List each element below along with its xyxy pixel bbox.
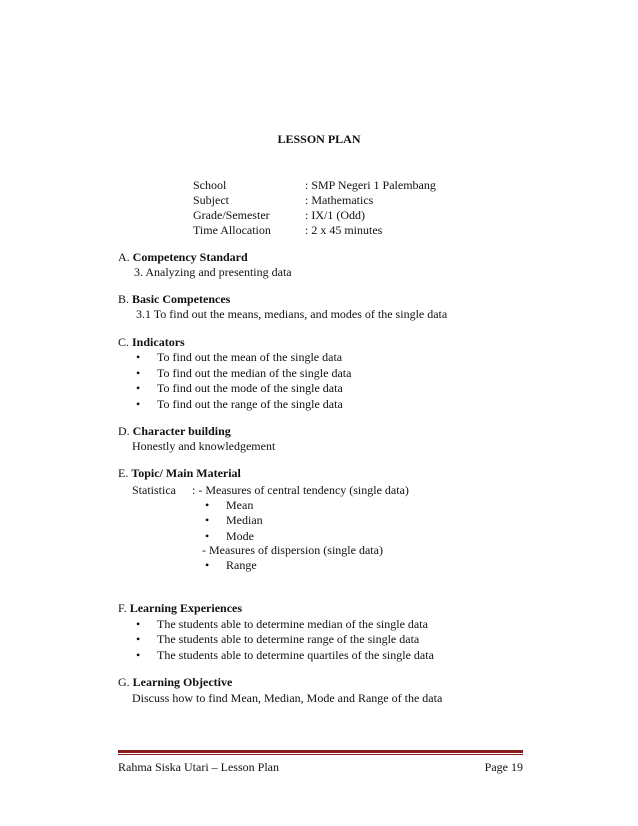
section-d-heading — [118, 424, 231, 439]
section-b-heading — [118, 292, 230, 307]
bullet-icon: • — [136, 648, 141, 662]
info-value-school: : SMP Negeri 1 Palembang — [305, 178, 436, 192]
indicator-text: To find out the mean of the single data — [157, 350, 343, 364]
section-e-letter: E. — [118, 466, 129, 480]
section-g-title: Learning Objective — [132, 675, 233, 689]
section-a-text: 3. Analyzing and presenting data — [134, 265, 292, 279]
indicator-text: To find out the median of the single data — [157, 366, 352, 380]
footer-rule-thin — [118, 754, 523, 755]
bullet-icon: • — [136, 617, 141, 631]
section-b-text: 3.1 To find out the means, medians, and modes of the single data — [136, 307, 448, 321]
section-e-line1: : - Measures of central tendency (single data) — [192, 483, 409, 497]
section-a-title: Competency Standard — [132, 250, 248, 264]
section-e-heading — [118, 466, 241, 481]
section-b-title: Basic Competences — [132, 292, 231, 306]
experience-text: The students able to determine median of the single data — [157, 617, 428, 631]
bullet-icon: • — [136, 350, 141, 364]
section-f-title: Learning Experiences — [129, 601, 243, 615]
central-tendency-text: Mode — [226, 529, 254, 543]
bullet-icon: • — [205, 498, 210, 512]
bullet-icon: • — [136, 397, 141, 411]
indicator-text: To find out the mode of the single data — [157, 381, 343, 395]
bullet-icon: • — [136, 381, 141, 395]
central-tendency-text: Mean — [226, 498, 254, 512]
section-g-letter: G. — [118, 675, 130, 689]
bullet-icon: • — [205, 529, 210, 543]
experience-text: The students able to determine range of the single data — [157, 632, 420, 646]
bullet-icon: • — [136, 632, 141, 646]
experience-text: The students able to determine quartiles of the single data — [157, 648, 434, 662]
central-tendency-text: Median — [226, 513, 263, 527]
section-a-heading — [118, 250, 248, 265]
section-c-title: Indicators — [132, 335, 185, 349]
section-e-line2: - Measures of dispersion (single data) — [202, 543, 383, 557]
footer-author: Rahma Siska Utari – Lesson Plan — [118, 760, 279, 774]
info-label-time: Time Allocation — [193, 223, 271, 237]
info-label-grade: Grade/Semester — [193, 208, 270, 222]
section-c-letter: C. — [118, 335, 130, 349]
section-c-heading — [118, 335, 185, 350]
bullet-icon: • — [205, 558, 210, 572]
info-value-time: : 2 x 45 minutes — [305, 223, 383, 237]
section-d-title: Character building — [132, 424, 231, 438]
section-d-text: Honestly and knowledgement — [132, 439, 276, 453]
bullet-icon: • — [205, 513, 210, 527]
footer-rule-thick — [118, 750, 523, 753]
info-label-school: School — [193, 178, 227, 192]
section-b-letter: B. — [118, 292, 130, 306]
section-g-text: Discuss how to find Mean, Median, Mode and Range of the data — [132, 691, 443, 705]
section-g-heading — [118, 675, 232, 690]
info-value-subject: : Mathematics — [305, 193, 374, 207]
page-title: LESSON PLAN — [277, 132, 361, 146]
info-value-grade: : IX/1 (Odd) — [305, 208, 365, 222]
info-label-subject: Subject — [193, 193, 229, 207]
section-a-letter: A. — [118, 250, 130, 264]
section-f-letter: F. — [118, 601, 127, 615]
section-e-label: Statistica — [132, 483, 176, 497]
bullet-icon: • — [136, 366, 141, 380]
indicator-text: To find out the range of the single data — [157, 397, 343, 411]
section-d-letter: D. — [118, 424, 130, 438]
page-number: Page 19 — [484, 760, 523, 774]
dispersion-text: Range — [226, 558, 257, 572]
section-f-heading — [118, 601, 242, 616]
section-e-title: Topic/ Main Material — [131, 466, 241, 480]
